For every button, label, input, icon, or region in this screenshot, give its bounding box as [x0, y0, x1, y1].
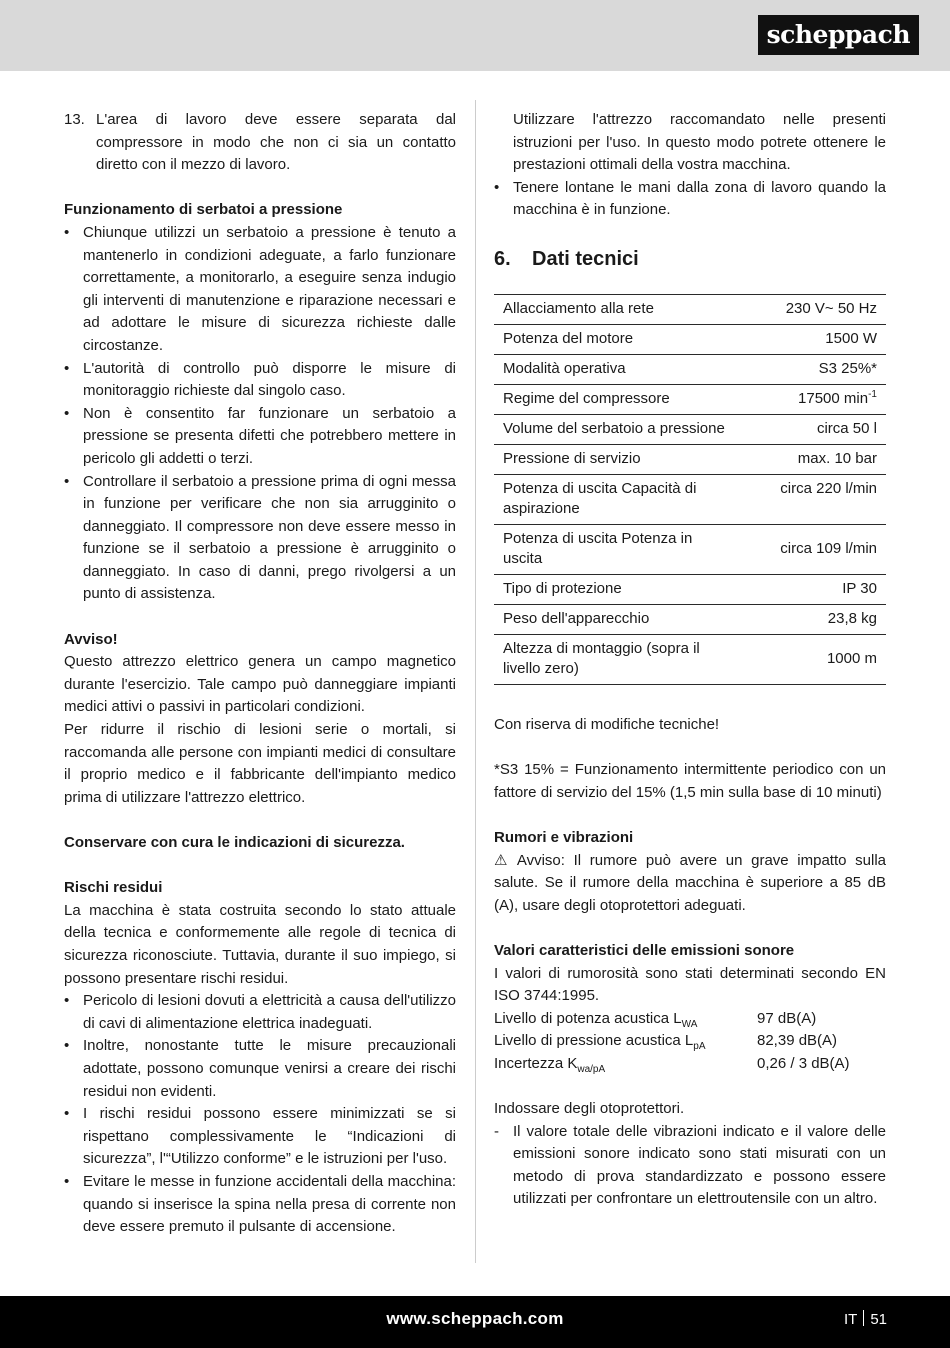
emission-heading: Valori caratteristici delle emissioni sonore [494, 941, 795, 959]
table-row: Altezza di montaggio (sopra il livello zero) 1000 m [494, 634, 886, 684]
page-number: 51 [870, 1311, 887, 1328]
list-item: • Pericolo di lesioni dovuti a elettricità a causa dell'utilizzo di cavi di alimentazione elettrica inadeguati. [64, 992, 456, 1032]
section-title: Dati tecnici [532, 247, 639, 270]
table-row: Potenza del motore 1500 W [494, 324, 886, 354]
tech-specs-table [494, 294, 886, 685]
residual-risks-list [64, 990, 456, 1239]
section-heading [494, 246, 886, 272]
list-item: • Controllare il serbatoio a pressione prima di ogni messa in funzione per verificare che non sia arrugginito o danneggiato. Il compressore non deve essere messo in funzione se il serbatoio a pressione è arrugginito o danneggiato. In caso di danni, prego rivolgersi a un punto di assistenza. [64, 472, 456, 603]
item-number: 13. [64, 111, 85, 128]
pressure-tanks-heading: Funzionamento di serbatoi a pressione [64, 201, 343, 219]
language-code: IT [843, 1311, 858, 1328]
table-row: Modalità operativa S3 25%* [494, 354, 886, 384]
pressure-tanks-list [64, 222, 456, 606]
vibration-list [494, 1121, 886, 1211]
noise-warning: ⚠ Avviso: Il rumore può avere un grave impatto sulla salute. Se il rumore della macchina è superiore a 85 dB (A), usare degli otoprotettori adeguati. [494, 851, 886, 914]
left-column [64, 109, 456, 1239]
table-row: Potenza di uscita Capacità di aspirazione circa 220 l/min [494, 474, 886, 524]
item-text: L'area di lavoro deve essere separata dal compressore in modo che non ci sia un contatto diretto con il mezzo di lavoro. [96, 111, 456, 174]
column-divider [475, 100, 476, 1263]
list-item: • Tenere lontane le mani dalla zona di lavoro quando la macchina è in funzione. [494, 178, 886, 219]
emission-row: Incertezza $K_{wa/pA}$ 0,26 / 3 dB(A) [494, 1054, 850, 1075]
residual-risks-heading: Rischi residui [64, 879, 163, 897]
noise-heading: Rumori e vibrazioni [494, 828, 634, 846]
list-item: • Evitare le messe in funzione accidentali della macchina: quando si inserisce la spina nella presa di corrente non deve essere premuto il pulsante di accensione. [64, 1172, 456, 1236]
ear-protection-note: Indossare degli otoprotettori. [494, 1100, 685, 1118]
residual-risks-paragraph: La macchina è stata costruita secondo lo stato attuale della tecnica e conformemente alle regole di tecnica di sicurezza riconosciute. Tuttavia, durante il suo impiego, si possono presentare rischi residui. [64, 901, 456, 987]
warning-triangle-icon: ⚠ [494, 851, 508, 869]
list-item: • Chiunque utilizzi un serbatoio a pressione è tenuto a mantenerlo in condizioni adeguate, a farlo funzionare correttamente, a monitorarlo, a eseguire senza indugio gli interventi di manutenzione e riparazione necessari e ad adottare le misure di sicurezza richieste dalle circostanze. [64, 223, 456, 354]
list-item: • I rischi residui possono essere minimizzati se si rispettano complessivamente le “Indicazioni di sicurezza”, l'“Utilizzo conforme” e le istruzioni per l'uso. [64, 1105, 456, 1168]
keep-instructions-heading: Conservare con cura le indicazioni di sicurezza. [64, 834, 405, 851]
continued-text: Utilizzare l'attrezzo raccomandato nelle presenti istruzioni per l'uso. In questo modo potrete ottenere le prestazioni ottimali della vostra macchina. [513, 111, 886, 174]
s3-footnote: *S3 15% = Funzionamento intermittente periodico con un fattore di servizio del 15% (1,5 min sulla base di 10 minuti) [494, 761, 886, 801]
right-column [494, 109, 886, 1211]
warning-paragraph-1: Questo attrezzo elettrico genera un campo magnetico durante l'esercizio. Tale campo può danneggiare impianti medici attivi o passivi in particolari condizioni. [64, 653, 456, 716]
page-header [0, 0, 950, 71]
list-item: • Non è consentito far funzionare un serbatoio a pressione se presenta difetti che potrebbero mettere in pericolo gli addetti o terzi. [64, 404, 456, 467]
list-item: • L'autorità di controllo può disporre le misure di monitoraggio richieste dal singolo caso. [64, 359, 456, 400]
hands-list [494, 177, 886, 222]
table-row: Volume del serbatoio a pressione circa 50 l [494, 414, 886, 444]
table-row: Allacciamento alla rete 230 V~ 50 Hz [494, 294, 886, 324]
brand-logo: scheppach [758, 15, 919, 55]
website-link[interactable]: www.scheppach.com [386, 1309, 564, 1328]
warning-heading: Avviso! [64, 630, 118, 648]
table-row: Pressione di servizio max. 10 bar [494, 444, 886, 474]
list-item: • Inoltre, nonostante tutte le misure precauzionali adottate, possono comunque venirsi a creare dei rischi residui non evidenti. [64, 1037, 456, 1100]
table-row: Tipo di protezione IP 30 [494, 574, 886, 604]
table-row: Potenza di uscita Potenza in uscita circa 109 l/min [494, 524, 886, 574]
table-row: Regime del compressore 17500 $\min^{-1}$ [494, 384, 886, 414]
warning-paragraph-2: Per ridurre il rischio di lesioni serie o mortali, si raccomanda alle persone con impianti medici di consultare il proprio medico e il fabbricante dell'impianto medico prima di utilizzare l'attrezzo elettrico. [64, 721, 456, 806]
emission-row: Livello di potenza acustica $L_{WA}$ 97 dB(A) [494, 1009, 817, 1030]
page-footer [0, 1296, 950, 1348]
emission-paragraph: I valori di rumorosità sono stati determinati secondo EN ISO 3744:1995. [494, 964, 886, 1005]
section-number: 6. [494, 247, 511, 270]
table-row: Peso dell'apparecchio 23,8 kg [494, 604, 886, 634]
technical-reserve-note: Con riserva di modifiche tecniche! [494, 715, 720, 733]
page-indicator [844, 1309, 887, 1332]
emission-row: Livello di pressione acustica $L_{pA}$ 82,39 dB(A) [494, 1032, 838, 1053]
list-item: - Il valore totale delle vibrazioni indicato e il valore delle emissioni sonore indicato sono stati misurati con un metodo di prova standardizzato e possono essere utilizzati per confrontare un elettroutensile con un altro. [494, 1122, 886, 1208]
safety-item-13 [64, 109, 456, 177]
